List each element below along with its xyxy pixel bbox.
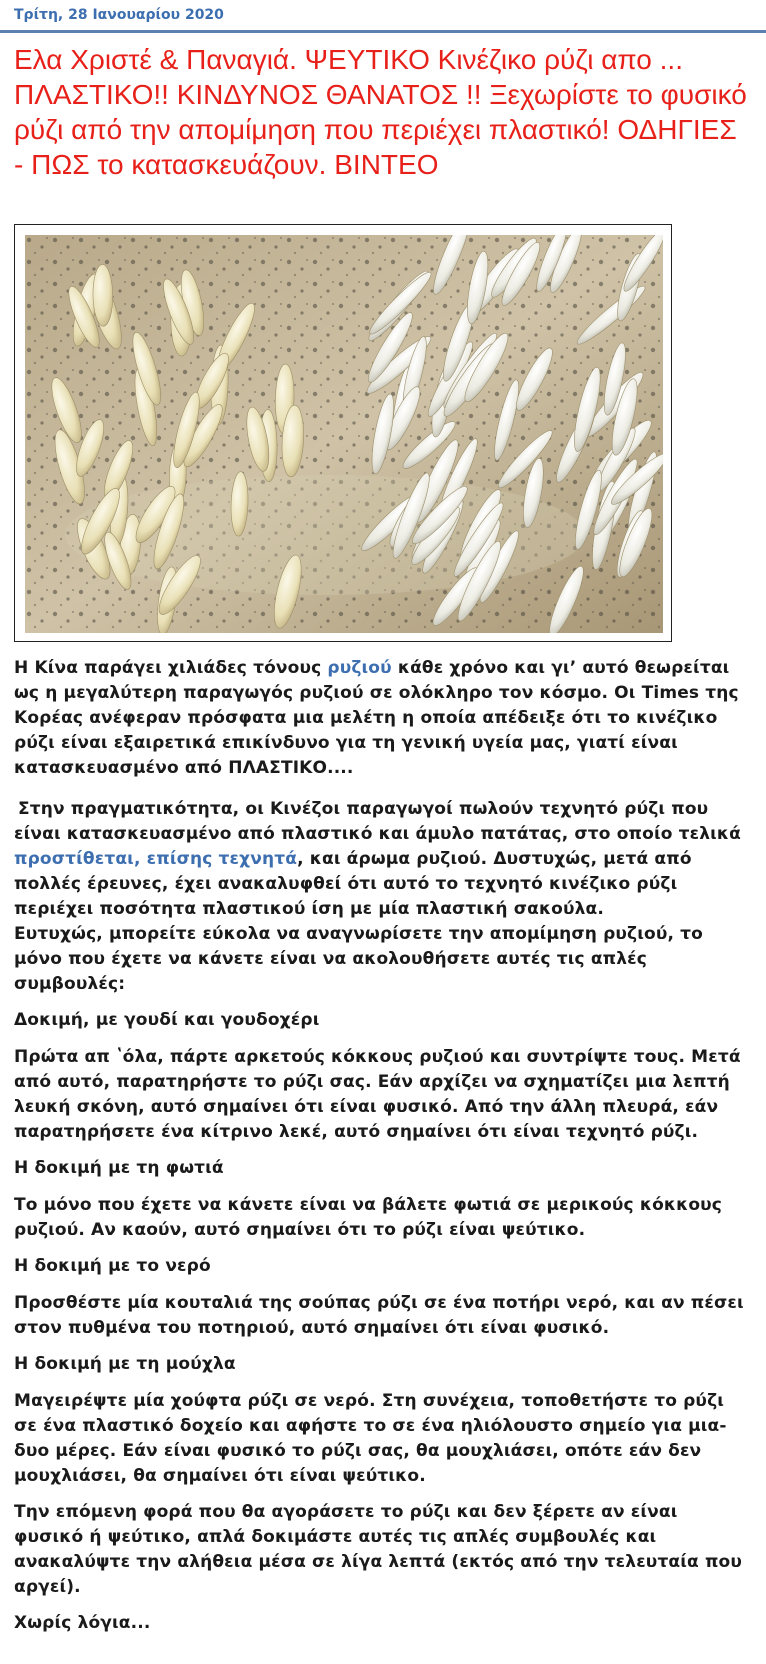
paragraph-mortar-test: Πρώτα απ ʽόλα, πάρτε αρκετούς κόκκους ρυζιού και συντρίψτε τους. Μετά από αυτό, παρατηρήστε το ρύζι σας. Εάν αρχίζει να σχηματίζει μια λεπτή λευκή σκόνη, αυτό σημαίνει ότι είναι φυσικό. Από την άλλη πλευρά, εάν παρατηρήσετε ένα κίτρινο λεκέ, αυτό σημαίνει ότι είναι τεχνητό ρύζι. (14, 1047, 741, 1142)
paragraph-water-test: Προσθέστε μία κουταλιά της σούπας ρύζι σε ένα ποτήρι νερό, και αν πέσει στον πυθμένα του ποτηριού, αυτό σημαίνει ότι είναι φυσικό. (14, 1293, 744, 1338)
paragraph-fire-test: Το μόνο που έχετε να κάνετε είναι να βάλετε φωτιά σε μερικούς κόκκους ρυζιού. Αν καούν, αυτό σημαίνει ότι το ρύζι είναι ψεύτικο. (14, 1195, 723, 1240)
paragraph-next-time: Την επόμενη φορά που θα αγοράσετε το ρύζι και δεν ξέρετε αν είναι φυσικό ή ψεύτικο, απλά δοκιμάστε αυτές τις απλές συμβουλές και ανακαλύψτε την αλήθεια μέσα σε λίγα λεπτά (εκτός από την τελευταία που αργεί). (14, 1502, 742, 1597)
heading-fire-test: Η δοκιμή με τη φωτιά (14, 1158, 224, 1178)
closing-line: Χωρίς λόγια... (14, 1613, 151, 1633)
rice-photo[interactable] (25, 235, 663, 633)
date-header (0, 0, 766, 33)
link-added-artificially[interactable]: προστίθεται, επίσης τεχνητά (14, 849, 298, 869)
text: κάθε χρόνο και γι’ αυτό θεωρείται ως η μεγαλύτερη παραγωγός ρυζιού σε ολόκληρο τον κόσμο. Οι Times της Κορέας ανέφεραν πρόσφατα μια μελέτη η οποία απέδειξε ότι το κινέζικο ρύζι είναι εξαιρετικά επικίνδυνο για τη γενική υγεία μας, γιατί είναι κατασκευασμένο από ΠΛΑΣΤΙΚΟ.... (14, 658, 739, 778)
text: Στην πραγματικότητα, οι Κινέζοι παραγωγοί πωλούν τεχνητό ρύζι που είναι κατασκευασμένο από πλαστικό και άμυλο πατάτας, στο οποίο τελικά (14, 799, 741, 844)
text: Η Κίνα παράγει χιλιάδες τόνους (14, 658, 328, 678)
post-image-frame[interactable] (14, 224, 672, 642)
post-body (14, 656, 749, 1636)
heading-water-test: Η δοκιμή με το νερό (14, 1256, 211, 1276)
paragraph-mold-test: Μαγειρέψτε μία χούφτα ρύζι σε νερό. Στη συνέχεια, τοποθετήστε το ρύζι σε ένα πλαστικό δοχείο και αφήστε το σε ένα ηλιόλουστο σημείο για μια-δυο μέρες. Εάν είναι φυσικό το ρύζι σας, θα μουχλιάσει, οπότε εάν δεν μουχλιάσει, θα σημαίνει ότι είναι ψεύτικο. (14, 1391, 727, 1486)
heading-mortar-test: Δοκιμή, με γουδί και γουδοχέρι (14, 1010, 320, 1030)
paragraph-intro (14, 656, 749, 781)
post-date: Τρίτη, 28 Ιανουαρίου 2020 (14, 7, 224, 23)
text: , και άρωμα ρυζιού. Δυστυχώς, μετά από πολλές έρευνες, έχει ανακαλυφθεί ότι αυτό το τεχνητό κινέζικο ρύζι περιέχει ποσότητα πλαστικού ίση με μία πλαστική σακούλα. (14, 849, 692, 919)
heading-mold-test: Η δοκιμή με τη μούχλα (14, 1354, 236, 1374)
paragraph-fortunately: Ευτυχώς, μπορείτε εύκολα να αναγνωρίσετε την απομίμηση ρυζιού, το μόνο που έχετε να κάνετε είναι να ακολουθήσετε αυτές τις απλές συμβουλές: (14, 924, 703, 994)
post-title[interactable]: Ελα Χριστέ & Παναγιά. ΨΕΥΤΙΚΟ Κινέζικο ρύζι απο ... ΠΛΑΣΤΙΚΟ!! ΚΙΝΔΥΝΟΣ ΘΑΝΑΤΟΣ !! Ξεχωρίστε το φυσικό ρύζι από την απομίμηση που περιέχει πλαστικό! ΟΔΗΓΙΕΣ - ΠΩΣ το κατασκευάζουν. ΒΙΝΤΕΟ (14, 44, 747, 180)
link-rice[interactable]: ρυζιού (327, 658, 392, 678)
paragraph-reality (14, 797, 749, 922)
